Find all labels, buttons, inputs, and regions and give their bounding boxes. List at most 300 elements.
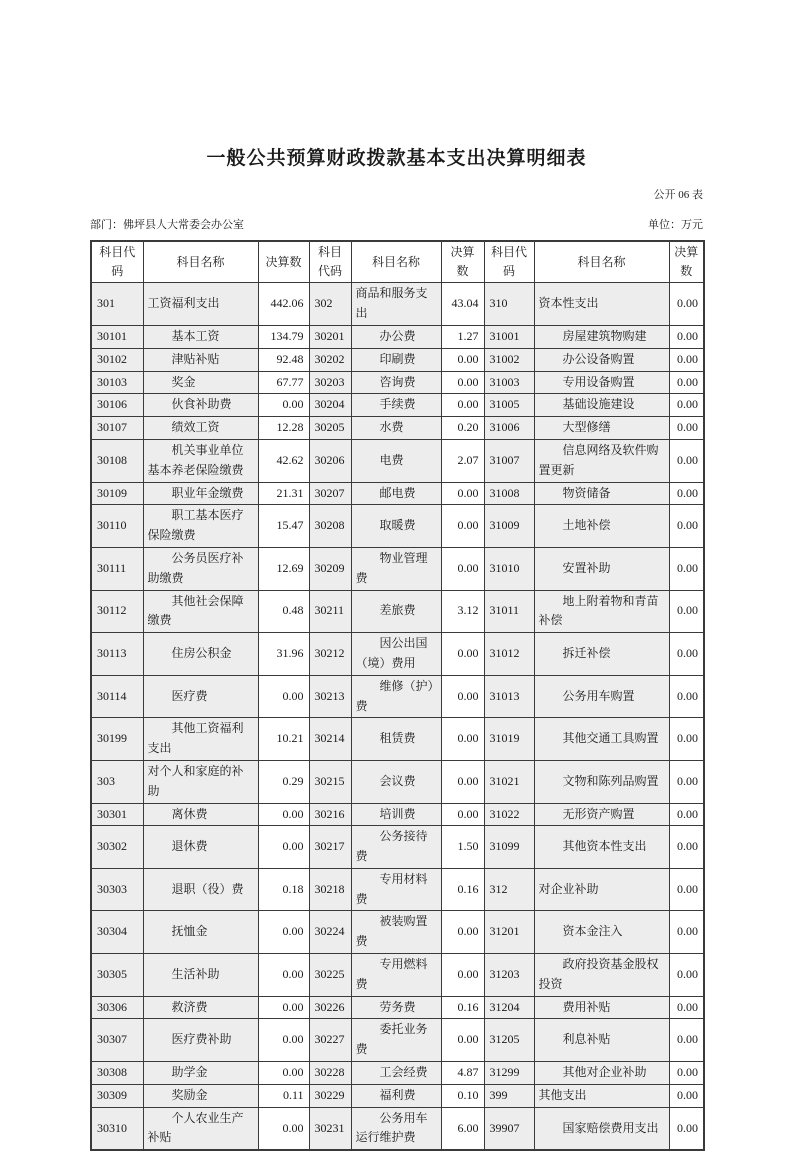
amount-cell: 0.00 (441, 394, 484, 417)
subject-name-text: 助学金 (171, 1065, 208, 1080)
subject-code-cell: 30229 (309, 1084, 351, 1107)
subject-code-cell: 30112 (91, 590, 143, 633)
subject-name-text: 职业年金缴费 (171, 485, 244, 500)
table-row (91, 325, 704, 348)
subject-name-text: 基本工资 (171, 328, 220, 343)
column-header-6: 科目代码 (484, 241, 534, 283)
amount-cell: 0.00 (669, 868, 704, 911)
subject-name-cell (143, 283, 258, 326)
subject-code-cell: 30213 (309, 675, 351, 718)
subject-name-text: 国家赔偿费用支出 (562, 1120, 659, 1135)
subject-name-cell (534, 760, 669, 803)
subject-name-cell (143, 911, 258, 954)
amount-cell: 1.50 (441, 826, 484, 869)
subject-name-cell (351, 675, 441, 718)
amount-cell: 0.00 (669, 954, 704, 997)
table-row (91, 675, 704, 718)
subject-name-text: 其他支出 (538, 1087, 587, 1102)
subject-name-cell (143, 675, 258, 718)
subject-code-cell: 30231 (309, 1107, 351, 1150)
subject-name-text: 资本金注入 (562, 924, 623, 939)
table-row (91, 439, 704, 482)
subject-code-cell: 31012 (484, 633, 534, 676)
amount-cell: 0.00 (441, 547, 484, 590)
subject-code-cell: 31021 (484, 760, 534, 803)
subject-name-cell (143, 1019, 258, 1062)
subject-name-cell (143, 482, 258, 505)
table-row (91, 803, 704, 826)
table-row (91, 1107, 704, 1150)
subject-name-text: 津贴补贴 (171, 351, 220, 366)
subject-code-cell: 30226 (309, 996, 351, 1019)
column-header-2: 决算数 (258, 241, 309, 283)
amount-cell: 0.00 (669, 590, 704, 633)
subject-code-cell: 30201 (309, 325, 351, 348)
subject-code-cell: 399 (484, 1084, 534, 1107)
amount-cell: 0.16 (441, 868, 484, 911)
table-row (91, 547, 704, 590)
subject-name-text: 离休费 (171, 806, 208, 821)
amount-cell: 0.00 (669, 675, 704, 718)
subject-name-text: 职工基本医疗保险缴费 (147, 508, 244, 543)
expenditure-detail-table (90, 240, 705, 1151)
amount-cell: 0.20 (441, 417, 484, 440)
subject-code-cell: 30202 (309, 348, 351, 371)
amount-cell: 0.00 (669, 760, 704, 803)
subject-name-text: 办公设备购置 (562, 351, 635, 366)
subject-name-text: 电费 (379, 452, 404, 467)
subject-code-cell: 310 (484, 283, 534, 326)
subject-name-cell (534, 371, 669, 394)
subject-name-cell (534, 394, 669, 417)
subject-name-text: 工资福利支出 (147, 296, 220, 311)
table-row (91, 911, 704, 954)
subject-name-text: 咨询费 (379, 374, 416, 389)
amount-cell: 12.28 (258, 417, 309, 440)
table-row (91, 868, 704, 911)
subject-code-cell: 30209 (309, 547, 351, 590)
amount-cell: 134.79 (258, 325, 309, 348)
subject-name-text: 无形资产购置 (562, 806, 635, 821)
subject-code-cell: 30107 (91, 417, 143, 440)
amount-cell: 42.62 (258, 439, 309, 482)
subject-name-cell (143, 325, 258, 348)
subject-code-cell: 30308 (91, 1062, 143, 1085)
amount-cell: 0.00 (669, 325, 704, 348)
subject-name-text: 专用材料费 (355, 871, 428, 906)
table-row (91, 633, 704, 676)
amount-cell: 0.00 (669, 803, 704, 826)
subject-name-cell (534, 505, 669, 548)
subject-name-cell (351, 348, 441, 371)
subject-name-text: 医疗费补助 (171, 1032, 232, 1047)
subject-code-cell: 30205 (309, 417, 351, 440)
subject-name-cell (534, 417, 669, 440)
amount-cell: 0.00 (669, 505, 704, 548)
column-header-4: 科目名称 (351, 241, 441, 283)
subject-name-cell (143, 439, 258, 482)
table-row (91, 371, 704, 394)
subject-code-cell: 30227 (309, 1019, 351, 1062)
subject-name-cell (534, 954, 669, 997)
subject-name-cell (351, 547, 441, 590)
subject-code-cell: 31019 (484, 718, 534, 761)
unit-label: 单位：万元 (648, 219, 703, 231)
subject-code-cell: 30199 (91, 718, 143, 761)
subject-name-text: 福利费 (379, 1087, 416, 1102)
amount-cell: 0.00 (669, 547, 704, 590)
amount-cell: 0.18 (258, 868, 309, 911)
subject-name-text: 资本性支出 (538, 296, 599, 311)
amount-cell: 0.00 (258, 954, 309, 997)
subject-code-cell: 30225 (309, 954, 351, 997)
subject-code-cell: 31204 (484, 996, 534, 1019)
table-row (91, 482, 704, 505)
subject-name-text: 物业管理费 (355, 550, 428, 585)
subject-name-cell (351, 1019, 441, 1062)
subject-name-text: 对企业补助 (538, 881, 599, 896)
subject-name-cell (534, 633, 669, 676)
subject-name-text: 办公费 (379, 328, 416, 343)
subject-name-cell (351, 954, 441, 997)
subject-code-cell: 31007 (484, 439, 534, 482)
subject-name-text: 信息网络及软件购置更新 (538, 442, 659, 477)
subject-name-cell (143, 348, 258, 371)
amount-cell: 0.00 (441, 348, 484, 371)
amount-cell: 10.21 (258, 718, 309, 761)
amount-cell: 6.00 (441, 1107, 484, 1150)
amount-cell: 0.00 (441, 911, 484, 954)
subject-name-cell (143, 760, 258, 803)
subject-code-cell: 30224 (309, 911, 351, 954)
amount-cell: 0.00 (669, 439, 704, 482)
subject-name-text: 地上附着物和青苗补偿 (538, 593, 659, 628)
amount-cell: 0.00 (669, 633, 704, 676)
subject-name-cell (143, 996, 258, 1019)
amount-cell: 0.00 (669, 718, 704, 761)
subject-code-cell: 30216 (309, 803, 351, 826)
subject-name-cell (534, 439, 669, 482)
subject-name-cell (351, 1062, 441, 1085)
amount-cell: 0.00 (258, 675, 309, 718)
subject-code-cell: 30207 (309, 482, 351, 505)
amount-cell: 0.00 (258, 1019, 309, 1062)
subject-code-cell: 31009 (484, 505, 534, 548)
subject-name-text: 邮电费 (379, 485, 416, 500)
subject-code-cell: 30113 (91, 633, 143, 676)
subject-name-cell (143, 954, 258, 997)
amount-cell: 2.07 (441, 439, 484, 482)
table-row (91, 505, 704, 548)
subject-name-text: 安置补助 (562, 560, 611, 575)
subject-name-text: 退休费 (171, 839, 208, 854)
subject-name-text: 手续费 (379, 397, 416, 412)
amount-cell: 0.00 (258, 1107, 309, 1150)
amount-cell: 12.69 (258, 547, 309, 590)
subject-name-cell (143, 505, 258, 548)
subject-code-cell: 30215 (309, 760, 351, 803)
subject-code-cell: 31099 (484, 826, 534, 869)
subject-code-cell: 30305 (91, 954, 143, 997)
amount-cell: 0.00 (669, 1019, 704, 1062)
table-header-row (91, 241, 704, 283)
table-row (91, 394, 704, 417)
subject-name-text: 生活补助 (171, 966, 220, 981)
amount-cell: 0.00 (669, 371, 704, 394)
subject-code-cell: 30108 (91, 439, 143, 482)
subject-code-cell: 30206 (309, 439, 351, 482)
amount-cell: 442.06 (258, 283, 309, 326)
subject-name-cell (534, 1084, 669, 1107)
subject-code-cell: 303 (91, 760, 143, 803)
subject-name-cell (143, 1062, 258, 1085)
subject-name-cell (534, 803, 669, 826)
meta-row (90, 216, 703, 232)
table-row (91, 954, 704, 997)
subject-name-cell (143, 371, 258, 394)
amount-cell: 0.00 (258, 803, 309, 826)
subject-code-cell: 30228 (309, 1062, 351, 1085)
subject-name-cell (143, 590, 258, 633)
subject-name-text: 费用补贴 (562, 999, 611, 1014)
subject-code-cell: 30303 (91, 868, 143, 911)
subject-name-text: 会议费 (379, 773, 416, 788)
subject-name-text: 物资储备 (562, 485, 611, 500)
subject-name-cell (351, 760, 441, 803)
subject-name-cell (534, 348, 669, 371)
subject-name-cell (351, 417, 441, 440)
subject-name-text: 奖金 (171, 374, 196, 389)
subject-name-text: 水费 (379, 420, 404, 435)
subject-code-cell: 30204 (309, 394, 351, 417)
subject-name-text: 救济费 (171, 999, 208, 1014)
subject-name-text: 医疗费 (171, 688, 208, 703)
subject-code-cell: 30102 (91, 348, 143, 371)
amount-cell: 0.00 (441, 954, 484, 997)
amount-cell: 0.00 (441, 371, 484, 394)
table-row (91, 1019, 704, 1062)
subject-name-text: 个人农业生产补贴 (147, 1110, 244, 1145)
amount-cell: 0.10 (441, 1084, 484, 1107)
subject-name-text: 拆迁补偿 (562, 646, 611, 661)
subject-code-cell: 31008 (484, 482, 534, 505)
subject-code-cell: 30109 (91, 482, 143, 505)
subject-name-text: 绩效工资 (171, 420, 220, 435)
subject-name-cell (351, 911, 441, 954)
subject-name-cell (534, 911, 669, 954)
amount-cell: 3.12 (441, 590, 484, 633)
subject-code-cell: 30309 (91, 1084, 143, 1107)
subject-code-cell: 30208 (309, 505, 351, 548)
subject-code-cell: 31299 (484, 1062, 534, 1085)
form-number: 公开 06 表 (653, 189, 703, 201)
amount-cell: 0.00 (258, 996, 309, 1019)
subject-name-text: 基础设施建设 (562, 397, 635, 412)
subject-code-cell: 30214 (309, 718, 351, 761)
subject-name-cell (351, 826, 441, 869)
subject-name-text: 政府投资基金股权投资 (538, 957, 659, 991)
subject-name-cell (534, 1019, 669, 1062)
subject-name-cell (143, 803, 258, 826)
column-header-0: 科目代码 (91, 241, 143, 283)
subject-code-cell: 31203 (484, 954, 534, 997)
subject-code-cell: 31002 (484, 348, 534, 371)
amount-cell: 0.00 (258, 911, 309, 954)
amount-cell: 0.00 (441, 760, 484, 803)
amount-cell: 0.00 (441, 482, 484, 505)
subject-name-text: 差旅费 (379, 603, 416, 618)
subject-name-text: 其他交通工具购置 (562, 731, 659, 746)
subject-code-cell: 31205 (484, 1019, 534, 1062)
subject-code-cell: 31001 (484, 325, 534, 348)
subject-code-cell: 30111 (91, 547, 143, 590)
subject-name-cell (351, 718, 441, 761)
amount-cell: 0.00 (441, 1019, 484, 1062)
subject-code-cell: 31005 (484, 394, 534, 417)
subject-name-cell (534, 325, 669, 348)
subject-name-text: 文物和陈列品购置 (562, 773, 659, 788)
amount-cell: 0.00 (669, 1107, 704, 1150)
subject-name-cell (351, 394, 441, 417)
amount-cell: 0.00 (258, 1062, 309, 1085)
subject-code-cell: 31022 (484, 803, 534, 826)
table-row (91, 283, 704, 326)
amount-cell: 0.00 (669, 482, 704, 505)
subject-name-text: 房屋建筑物购建 (562, 328, 647, 343)
amount-cell: 92.48 (258, 348, 309, 371)
subject-name-cell (351, 482, 441, 505)
subject-name-cell (351, 505, 441, 548)
amount-cell: 0.00 (669, 996, 704, 1019)
amount-cell: 0.00 (441, 718, 484, 761)
subject-name-cell (534, 996, 669, 1019)
subject-name-cell (351, 996, 441, 1019)
table-row (91, 1084, 704, 1107)
subject-name-cell (351, 868, 441, 911)
subject-code-cell: 30310 (91, 1107, 143, 1150)
subject-name-cell (143, 394, 258, 417)
subject-name-cell (351, 371, 441, 394)
subject-code-cell: 30110 (91, 505, 143, 548)
column-header-7: 科目名称 (534, 241, 669, 283)
subject-name-cell (351, 325, 441, 348)
table-row (91, 760, 704, 803)
amount-cell: 0.00 (441, 505, 484, 548)
amount-cell: 0.00 (669, 1062, 704, 1085)
subject-name-text: 对个人和家庭的补助 (147, 763, 244, 798)
subject-name-text: 专用设备购置 (562, 374, 635, 389)
subject-code-cell: 30114 (91, 675, 143, 718)
subject-code-cell: 31013 (484, 675, 534, 718)
amount-cell: 0.00 (441, 633, 484, 676)
subject-code-cell: 302 (309, 283, 351, 326)
department-label: 部门：佛坪县人大常委会办公室 (90, 219, 244, 231)
subject-name-text: 取暖费 (379, 518, 416, 533)
amount-cell: 0.00 (669, 417, 704, 440)
amount-cell: 43.04 (441, 283, 484, 326)
subject-name-cell (351, 1107, 441, 1150)
subject-name-text: 伙食补助费 (171, 397, 232, 412)
amount-cell: 31.96 (258, 633, 309, 676)
subject-name-text: 机关事业单位基本养老保险缴费 (147, 442, 244, 477)
subject-code-cell: 30211 (309, 590, 351, 633)
amount-cell: 0.00 (669, 1084, 704, 1107)
subject-name-text: 租赁费 (379, 731, 416, 746)
table-row (91, 1062, 704, 1085)
subject-name-cell (143, 868, 258, 911)
subject-name-text: 退职（役）费 (171, 881, 244, 896)
subject-name-cell (534, 283, 669, 326)
subject-code-cell: 30212 (309, 633, 351, 676)
subject-name-text: 公务用车购置 (562, 688, 635, 703)
subject-code-cell: 31010 (484, 547, 534, 590)
table-row (91, 996, 704, 1019)
subject-name-text: 奖励金 (171, 1087, 208, 1102)
column-header-1: 科目名称 (143, 241, 258, 283)
subject-name-cell (143, 718, 258, 761)
subject-name-cell (143, 633, 258, 676)
subject-name-text: 抚恤金 (171, 924, 208, 939)
column-header-3: 科目代码 (309, 241, 351, 283)
subject-code-cell: 30203 (309, 371, 351, 394)
subject-name-cell (351, 633, 441, 676)
amount-cell: 0.29 (258, 760, 309, 803)
subject-name-text: 委托业务费 (355, 1022, 428, 1057)
amount-cell: 0.00 (669, 283, 704, 326)
amount-cell: 0.00 (669, 394, 704, 417)
subject-code-cell: 30307 (91, 1019, 143, 1062)
subject-name-text: 住房公积金 (171, 646, 232, 661)
subject-name-cell (534, 482, 669, 505)
subject-name-cell (351, 1084, 441, 1107)
subject-code-cell: 30301 (91, 803, 143, 826)
amount-cell: 0.16 (441, 996, 484, 1019)
table-row (91, 718, 704, 761)
column-header-8: 决算数 (669, 241, 704, 283)
subject-code-cell: 312 (484, 868, 534, 911)
subject-name-text: 其他对企业补助 (562, 1065, 647, 1080)
subject-name-cell (351, 439, 441, 482)
subject-name-cell (534, 675, 669, 718)
subject-name-text: 维修（护）费 (355, 678, 434, 713)
column-header-5: 决算数 (441, 241, 484, 283)
subject-code-cell: 31201 (484, 911, 534, 954)
subject-name-cell (534, 1107, 669, 1150)
subject-code-cell: 31011 (484, 590, 534, 633)
amount-cell: 0.00 (669, 348, 704, 371)
amount-cell: 15.47 (258, 505, 309, 548)
subject-name-text: 劳务费 (379, 999, 416, 1014)
subject-name-text: 利息补贴 (562, 1032, 611, 1047)
subject-name-text: 印刷费 (379, 351, 416, 366)
amount-cell: 0.48 (258, 590, 309, 633)
subject-name-cell (534, 1062, 669, 1085)
table-row (91, 590, 704, 633)
subject-name-text: 其他资本性支出 (562, 839, 647, 854)
subject-code-cell: 30306 (91, 996, 143, 1019)
subject-name-cell (534, 826, 669, 869)
amount-cell: 0.11 (258, 1084, 309, 1107)
subject-name-text: 公务用车运行维护费 (355, 1110, 428, 1145)
subject-code-cell: 30218 (309, 868, 351, 911)
subject-code-cell: 31003 (484, 371, 534, 394)
subject-name-cell (143, 547, 258, 590)
table-row (91, 348, 704, 371)
subject-name-cell (534, 547, 669, 590)
subject-name-text: 被装购置费 (355, 914, 428, 949)
subject-code-cell: 39907 (484, 1107, 534, 1150)
amount-cell: 67.77 (258, 371, 309, 394)
